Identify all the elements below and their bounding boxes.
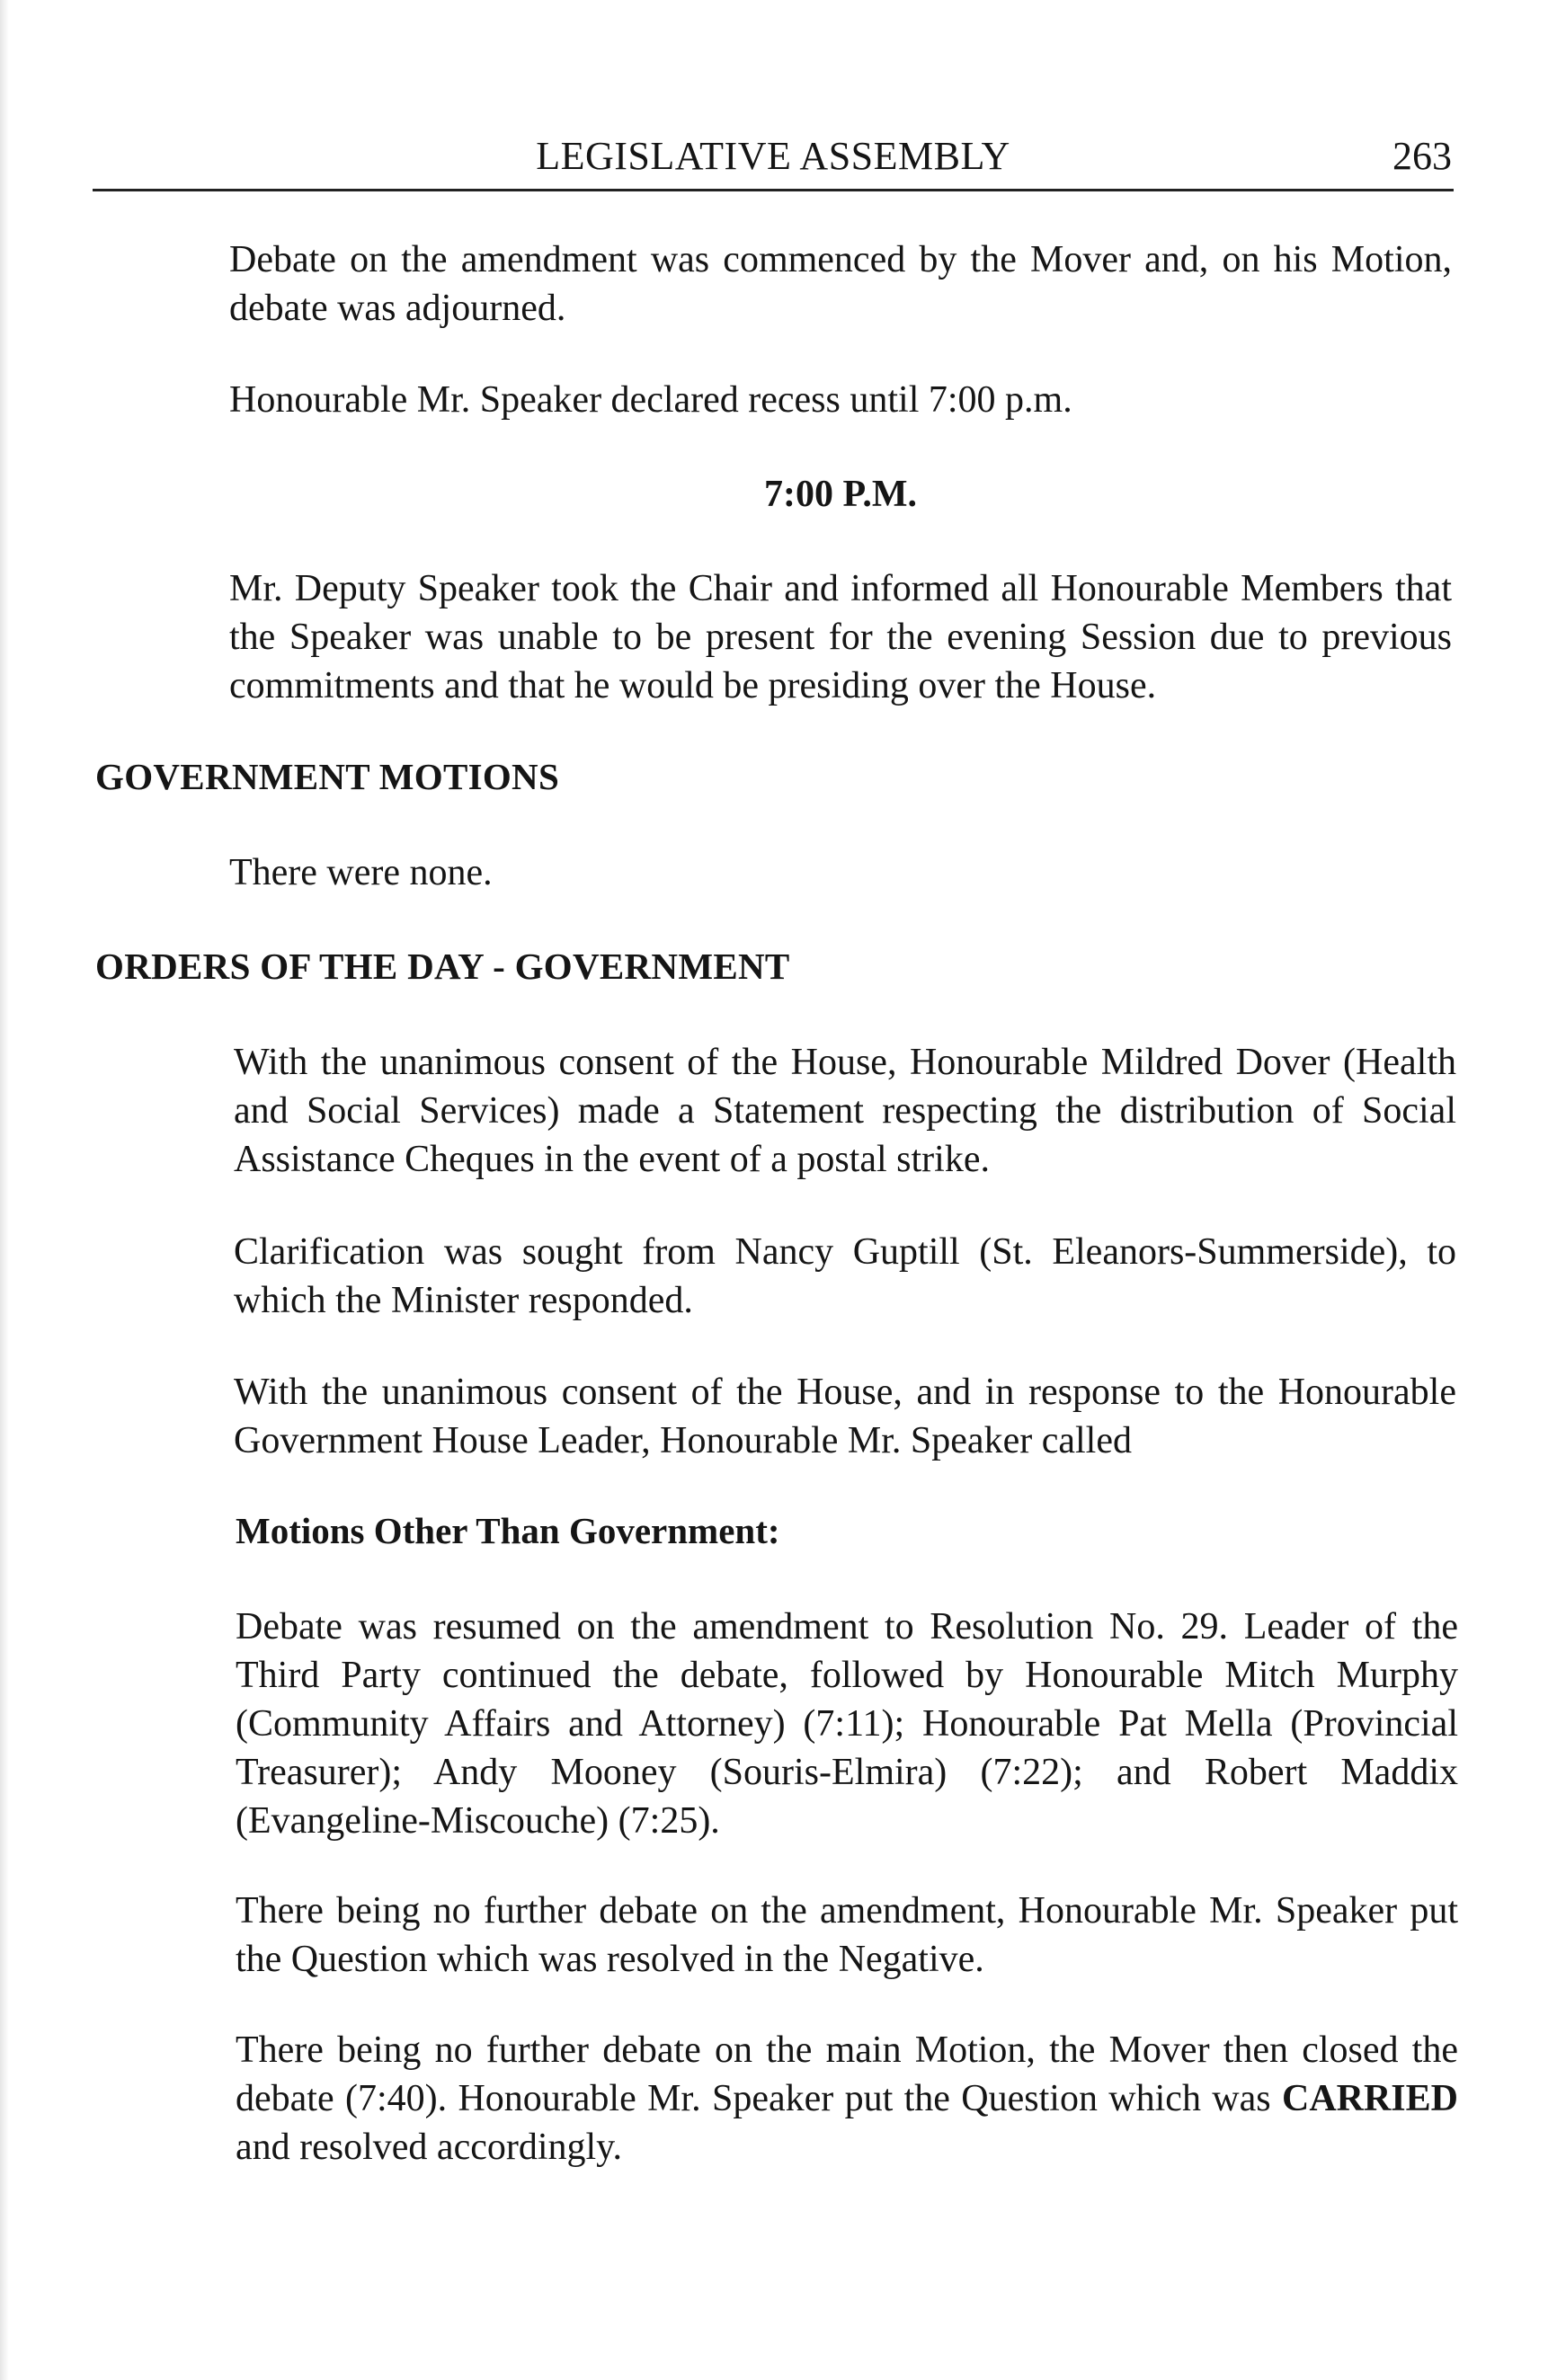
time-heading: 7:00 P.M. bbox=[764, 474, 917, 515]
paragraph-recess: Honourable Mr. Speaker declared recess until 7:00 p.m. bbox=[229, 379, 1072, 421]
section-heading-government-motions: GOVERNMENT MOTIONS bbox=[95, 756, 560, 797]
paragraph-called: With the unanimous consent of the House, and in response to the Honourable Government House Leader, Honourable Mr. Speaker called bbox=[234, 1372, 1456, 1461]
main-motion-text: There being no further debate on the main Motion, the Mover then closed the debate (7:40). Honourable Mr. Speaker put the Question which was bbox=[236, 2029, 1458, 2119]
paragraph-main-motion bbox=[236, 2026, 1458, 2171]
header-title: LEGISLATIVE ASSEMBLY bbox=[536, 134, 1010, 178]
subheading-motions-other: Motions Other Than Government: bbox=[236, 1510, 780, 1551]
paragraph-none: There were none. bbox=[229, 852, 493, 893]
paragraph-amendment-negative: There being no further debate on the amendment, Honourable Mr. Speaker put the Question which was resolved in the Negative. bbox=[236, 1890, 1458, 1980]
page-edge-shadow bbox=[0, 0, 9, 2380]
page-header bbox=[93, 133, 1454, 191]
paragraph-clarification: Clarification was sought from Nancy Guptill (St. Eleanors-Summerside), to which the Minister responded. bbox=[234, 1231, 1456, 1321]
paragraph-debate-resumed: Debate was resumed on the amendment to Resolution No. 29. Leader of the Third Party continued the debate, followed by Honourable Mitch Murphy (Community Affairs and Attorney) (7:11); Honourable Pat Mella (Provincial Treasurer); Andy Mooney (Souris-Elmira) (7:22); and Robert Maddix (Evangeline-Miscouche) (7:25). bbox=[236, 1606, 1458, 1842]
main-motion-ending: and resolved accordingly. bbox=[236, 2127, 622, 2168]
paragraph-debate-amendment: Debate on the amendment was commenced by the Mover and, on his Motion, debate was adjourned. bbox=[229, 239, 1452, 329]
carried-text: CARRIED bbox=[1281, 2078, 1458, 2119]
paragraph-deputy-speaker: Mr. Deputy Speaker took the Chair and informed all Honourable Members that the Speaker was unable to be present for the evening Session due to previous commitments and that he would be presiding over the House. bbox=[229, 568, 1452, 706]
page-number: 263 bbox=[1392, 134, 1452, 178]
section-heading-orders-of-the-day: ORDERS OF THE DAY - GOVERNMENT bbox=[95, 946, 790, 987]
paragraph-statement: With the unanimous consent of the House, Honourable Mildred Dover (Health and Social Services) made a Statement respecting the distribution of Social Assistance Cheques in the event of a postal strike. bbox=[234, 1042, 1456, 1180]
